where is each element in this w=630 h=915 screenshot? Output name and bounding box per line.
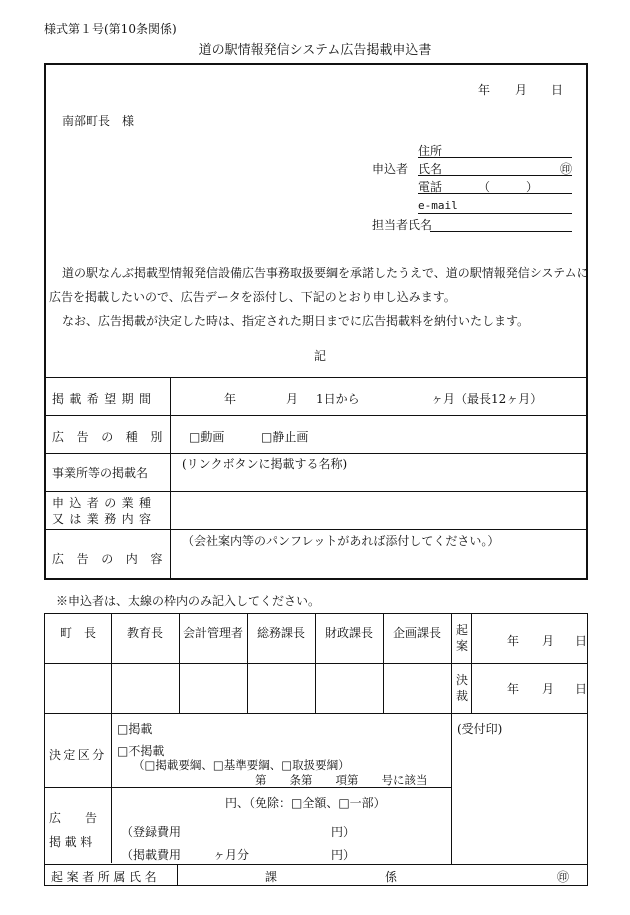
type-label: 広告の種別 (52, 430, 176, 444)
reason-options[interactable]: （□掲載要綱、□基準要綱、□取扱要綱） (133, 758, 350, 772)
business-label-1: 申込者の業種 (52, 496, 157, 510)
addressee: 南部町長 様 (62, 114, 135, 128)
clause-text: 第 条第 項第 号に該当 (255, 773, 428, 787)
staff-label: 係 (385, 870, 398, 884)
fee-months: ヶ月分 (213, 848, 250, 862)
fee-label-2: 掲載料 (49, 835, 96, 849)
email-field[interactable] (418, 198, 572, 214)
content-note: （会社案内等のパンフレットがあれば添付してください。） (182, 534, 500, 548)
kessai-day: 日 (575, 682, 588, 696)
kessai-year: 年 (507, 682, 520, 696)
type-still-checkbox[interactable]: □静止画 (261, 430, 309, 444)
phone-label: 電話 (418, 180, 443, 194)
role-planning: 企画課長 (392, 626, 441, 640)
role-accounting: 会計管理者 (182, 626, 243, 640)
fee-line-1: 円、（免除：□全額、□一部） (225, 796, 386, 810)
publish-checkbox[interactable]: □掲載 (117, 722, 153, 736)
contact-label: 担当者氏名 (372, 218, 433, 232)
column-divider (177, 864, 178, 886)
contact-field[interactable] (430, 216, 572, 232)
applicant-label: 申込者 (372, 162, 409, 176)
period-label: 掲載希望期間 (52, 392, 157, 406)
period-month: 月 (286, 392, 299, 406)
role-education: 教育長 (126, 626, 163, 640)
column-divider (111, 713, 112, 863)
date-day: 日 (551, 83, 564, 97)
email-label: e-mail (418, 199, 458, 212)
body-line-3: なお、広告掲載が決定した時は、指定された期日までに広告掲載料を納付いたします。 (62, 314, 530, 328)
date-year: 年 (478, 83, 491, 97)
notice-text: ※申込者は、太線の枠内のみ記入してください。 (56, 594, 321, 608)
role-finance: 財政課長 (324, 626, 373, 640)
fee-publishing: （掲載費用 (121, 848, 182, 862)
row-divider (45, 864, 587, 865)
no-publish-checkbox[interactable]: □不掲載 (117, 744, 165, 758)
business-label-2: 又は業務内容 (52, 512, 157, 526)
row-divider (46, 453, 586, 454)
period-months: ヶ月（最長12ヶ月） (431, 392, 543, 406)
form-number: 様式第１号(第10条関係) (44, 22, 177, 36)
phone-paren: （ ） (478, 180, 539, 194)
fee-label-1: 広 告 (49, 811, 98, 825)
row-divider (46, 377, 586, 378)
name-field[interactable] (418, 160, 572, 176)
decision-label: 決定区分 (49, 748, 107, 762)
application-box (44, 63, 588, 580)
phone-field[interactable] (418, 178, 572, 194)
fee-registration: （登録費用 (121, 825, 182, 839)
ki-mark: 記 (314, 349, 327, 363)
row-divider (45, 713, 587, 714)
fee-publishing-yen: 円） (331, 848, 356, 862)
fee-registration-yen: 円） (331, 825, 356, 839)
row-divider (46, 491, 586, 492)
period-from: 1日から (316, 392, 360, 406)
address-label: 住所 (418, 144, 443, 158)
row-divider (46, 529, 586, 530)
kessai-month: 月 (542, 682, 555, 696)
body-line-1: 道の駅なんぶ掲載型情報発信設備広告事務取扱要綱を承諾したうえで、道の駅情報発信システムに (62, 266, 589, 280)
drafter-label: 起案者所属氏名 (51, 870, 161, 884)
drafter-seal: ㊞ (557, 870, 570, 884)
address-field[interactable] (418, 142, 572, 158)
period-year: 年 (224, 392, 237, 406)
kessai-label: 決裁 (456, 673, 469, 703)
column-divider (451, 614, 452, 864)
form-title: 道の駅情報発信システム広告掲載申込書 (198, 43, 432, 58)
office-label: 事業所等の掲載名 (52, 466, 149, 480)
kian-label: 起案 (456, 623, 469, 653)
name-label: 氏名 (418, 162, 443, 176)
row-divider (46, 415, 586, 416)
content-label: 広告の内容 (52, 552, 176, 566)
body-line-2: 広告を掲載したいので、広告データを添付し、下記のとおり申し込みます。 (49, 290, 456, 304)
date-month: 月 (515, 83, 528, 97)
office-note: (リンクボタンに掲載する名称) (182, 457, 348, 471)
role-general-affairs: 総務課長 (256, 626, 305, 640)
seal-mark: ㊞ (559, 162, 572, 176)
kian-day: 日 (575, 634, 588, 648)
kian-month: 月 (542, 634, 555, 648)
row-divider (45, 663, 587, 664)
kian-year: 年 (507, 634, 520, 648)
approval-table (44, 613, 588, 886)
section-label: 課 (265, 870, 278, 884)
receipt-stamp-label: (受付印) (457, 722, 503, 736)
type-video-checkbox[interactable]: □動画 (189, 430, 225, 444)
role-mayor: 町 長 (59, 626, 96, 640)
